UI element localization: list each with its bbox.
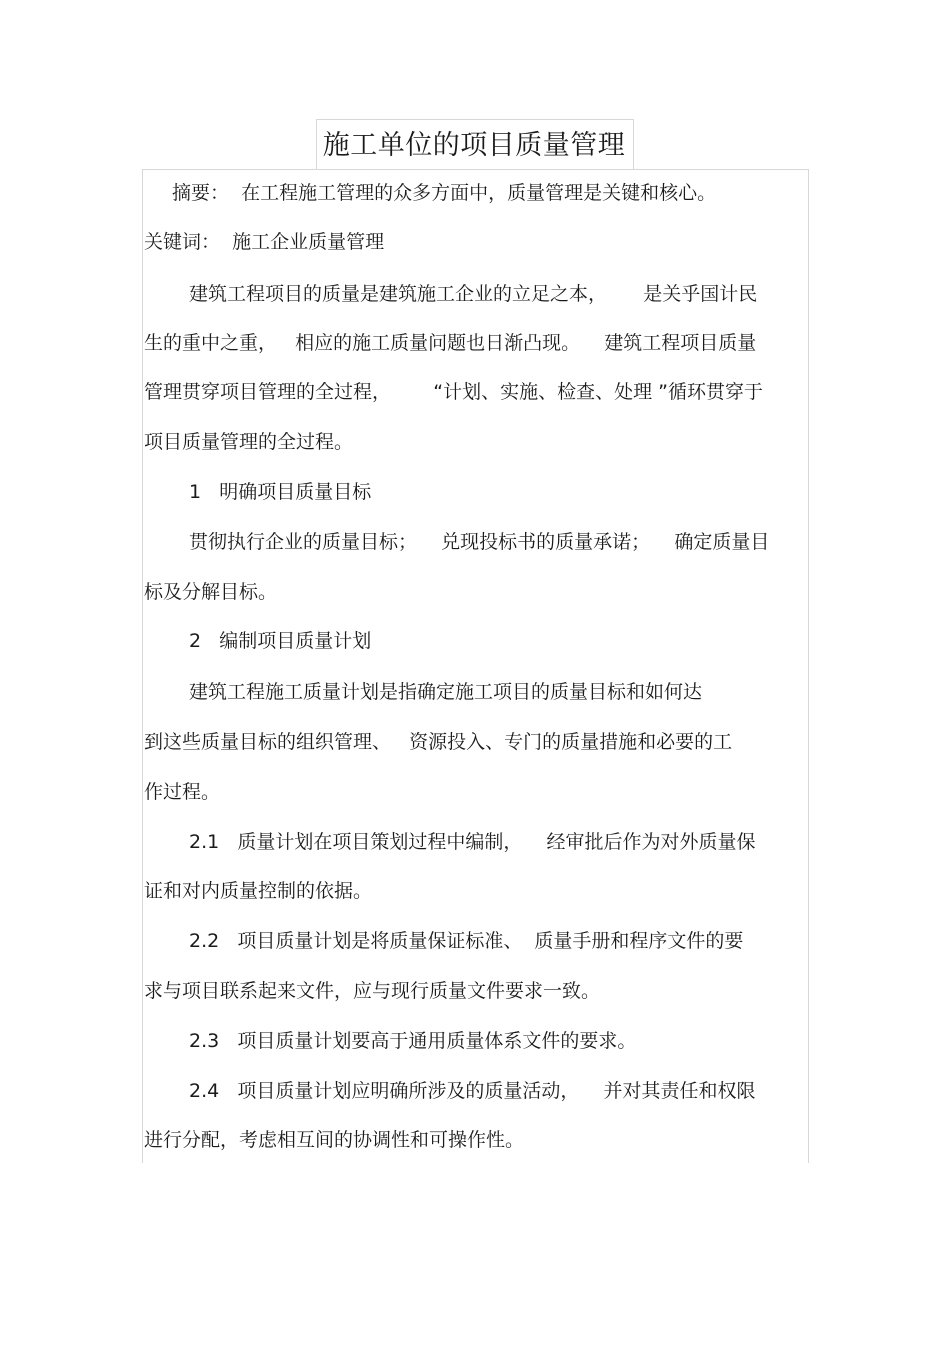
section-2-heading: 2 编制项目质量计划 — [189, 630, 372, 652]
section-1-heading: 1 明确项目质量目标 — [189, 481, 372, 503]
abstract: 摘要： 在工程施工管理的众多方面中，质量管理是关键和核心。 — [172, 182, 717, 204]
keywords: 关键词： 施工企业质量管理 — [144, 231, 385, 253]
subsection-2-2-line: 求与项目联系起来文件，应与现行质量文件要求一致。 — [144, 980, 601, 1002]
section-2-body-line: 建筑工程施工质量计划是指确定施工项目的质量目标和如何达 — [189, 681, 703, 703]
subsection-2-3-line: 2.3 项目质量计划要高于通用质量体系文件的要求。 — [189, 1030, 637, 1052]
body-frame — [142, 169, 809, 1163]
section-2-body-line: 到这些质量目标的组织管理、 资源投入、专门的质量措施和必要的工 — [144, 731, 733, 753]
subsection-2-1-line: 2.1 质量计划在项目策划过程中编制， 经审批后作为对外质量保 — [189, 831, 756, 853]
section-1-body-line: 贯彻执行企业的质量目标； 兑现投标书的质量承诺； 确定质量目 — [189, 531, 770, 553]
section-2-body-line: 作过程。 — [144, 781, 221, 803]
subsection-2-4-line: 2.4 项目质量计划应明确所涉及的质量活动， 并对其责任和权限 — [189, 1080, 756, 1102]
subsection-2-4-line: 进行分配，考虑相互间的协调性和可操作性。 — [144, 1129, 525, 1151]
intro-line: 管理贯穿项目管理的全过程， “计划、实施、检查、处理 ”循环贯穿于 — [144, 381, 764, 403]
intro-line: 生的重中之重， 相应的施工质量问题也日渐凸现。 建筑工程项目质量 — [144, 332, 757, 354]
document-title: 施工单位的项目质量管理 — [322, 130, 626, 161]
intro-line: 建筑工程项目的质量是建筑施工企业的立足之本， 是关乎国计民 — [189, 283, 758, 305]
subsection-2-2-line: 2.2 项目质量计划是将质量保证标准、 质量手册和程序文件的要 — [189, 930, 744, 952]
subsection-2-1-line: 证和对内质量控制的依据。 — [144, 880, 373, 902]
section-1-body-line: 标及分解目标。 — [144, 581, 278, 603]
intro-line: 项目质量管理的全过程。 — [144, 431, 354, 453]
